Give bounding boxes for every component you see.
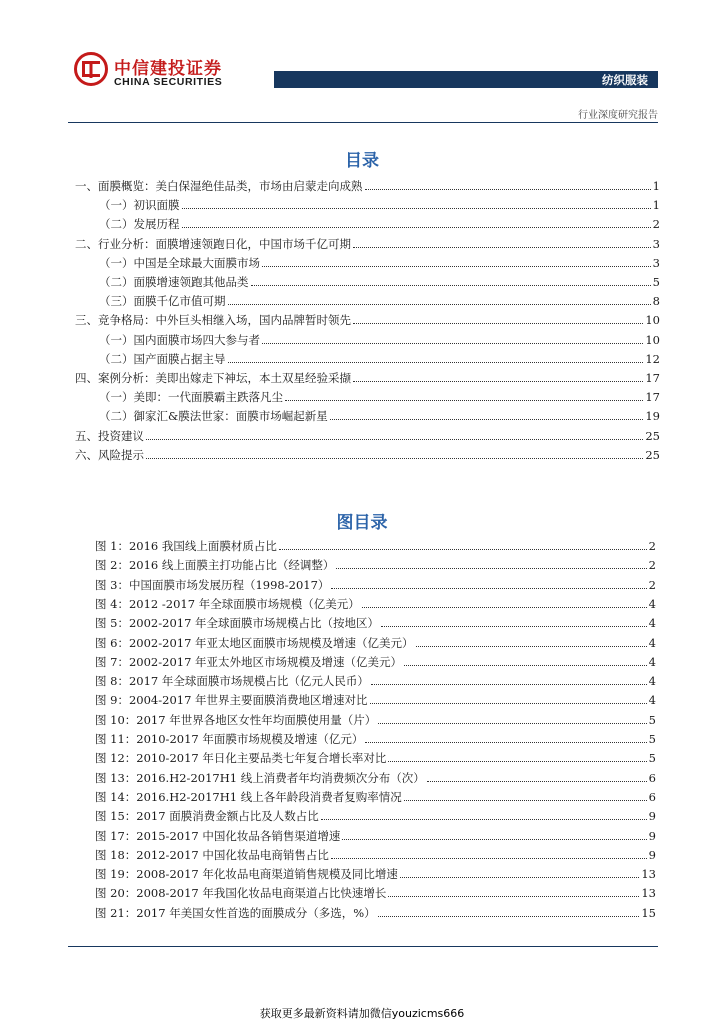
dot-leader bbox=[279, 549, 647, 550]
entry-label: 图 8：2017 年全球面膜市场规模占比（亿元人民币） bbox=[95, 674, 369, 689]
entry-page: 6 bbox=[648, 770, 656, 785]
toc-entry[interactable] bbox=[75, 443, 660, 462]
entry-page: 2 bbox=[648, 577, 656, 592]
footer-note: 获取更多最新资料请加微信youzicms666 bbox=[259, 1007, 465, 1020]
entry-label: 图 2：2016 线上面膜主打功能占比（经调整） bbox=[95, 558, 335, 573]
entry-page: 4 bbox=[648, 693, 656, 708]
dot-leader bbox=[321, 819, 647, 820]
entry-label: 图 3：中国面膜市场发展历程（1998-2017） bbox=[95, 577, 330, 592]
entry-label: 图 18：2012-2017 中国化妆品电商销售占比 bbox=[95, 847, 329, 862]
entry-label: （三）面膜千亿市值可期 bbox=[99, 294, 226, 309]
entry-page: 25 bbox=[645, 428, 660, 443]
citic-logo-icon bbox=[74, 52, 108, 86]
dot-leader bbox=[378, 916, 640, 917]
figure-entry[interactable] bbox=[95, 611, 656, 630]
dot-leader bbox=[353, 247, 651, 248]
brand-logo bbox=[74, 52, 242, 98]
entry-label: 六、风险提示 bbox=[75, 447, 144, 462]
figure-entry[interactable] bbox=[95, 824, 656, 843]
toc-entry[interactable] bbox=[99, 193, 660, 212]
dot-leader bbox=[182, 208, 651, 209]
dot-leader bbox=[400, 877, 639, 878]
entry-label: 图 1：2016 我国线上面膜材质占比 bbox=[95, 539, 277, 553]
dot-leader bbox=[146, 439, 643, 440]
brand-name-cn: 中信建投证券 bbox=[114, 59, 222, 79]
entry-label: 图 21：2017 年美国女性首选的面膜成分（多选，%） bbox=[95, 905, 376, 920]
figure-entry[interactable] bbox=[95, 746, 656, 765]
entry-page: 3 bbox=[652, 255, 660, 270]
figure-entry[interactable] bbox=[95, 804, 656, 823]
dot-leader bbox=[251, 285, 651, 286]
entry-label: （二）面膜增速领跑其他品类 bbox=[99, 275, 249, 289]
dot-leader bbox=[365, 742, 646, 743]
toc-entry[interactable] bbox=[99, 289, 660, 308]
dot-leader bbox=[285, 400, 643, 401]
entry-page: 2 bbox=[648, 558, 656, 573]
entry-label: 图 19：2008-2017 年化妆品电商渠道销售规模及同比增速 bbox=[95, 867, 398, 882]
entry-page: 1 bbox=[652, 179, 660, 193]
entry-page: 2 bbox=[648, 539, 656, 553]
dot-leader bbox=[378, 723, 646, 724]
dot-leader bbox=[416, 646, 647, 647]
entry-label: 图 7：2002-2017 年亚太外地区市场规模及增速（亿美元） bbox=[95, 654, 403, 669]
entry-page: 4 bbox=[648, 635, 656, 650]
entry-page: 19 bbox=[645, 409, 660, 424]
dot-leader bbox=[262, 343, 643, 344]
entry-label: 图 6：2002-2017 年亚太地区面膜市场规模及增速（亿美元） bbox=[95, 635, 414, 650]
entry-page: 13 bbox=[641, 867, 656, 882]
dot-leader bbox=[362, 607, 647, 608]
entry-page: 6 bbox=[648, 789, 656, 804]
dot-leader bbox=[388, 896, 639, 897]
footer-divider bbox=[68, 946, 658, 947]
figure-entry[interactable] bbox=[95, 901, 656, 920]
entry-page: 17 bbox=[645, 371, 660, 385]
entry-label: （一）国内面膜市场四大参与者 bbox=[99, 332, 260, 347]
header-bar bbox=[274, 71, 658, 88]
entry-label: 三、竞争格局：中外巨头相继入场，国内品牌暂时领先 bbox=[75, 313, 351, 328]
entry-page: 10 bbox=[645, 332, 660, 347]
entry-page: 4 bbox=[648, 596, 656, 611]
entry-page: 12 bbox=[645, 351, 660, 366]
entry-label: （二）国产面膜占据主导 bbox=[99, 351, 226, 366]
entry-label: 图 9：2004-2017 年世界主要面膜消费地区增速对比 bbox=[95, 693, 368, 708]
dot-leader bbox=[182, 227, 651, 228]
dot-leader bbox=[336, 568, 646, 569]
toc-entry[interactable] bbox=[99, 270, 660, 289]
entry-label: 图 12：2010-2017 年日化主要品类七年复合增长率对比 bbox=[95, 751, 387, 766]
toc-title: 目录 bbox=[345, 151, 379, 171]
dot-leader bbox=[146, 458, 643, 459]
entry-page: 5 bbox=[648, 712, 656, 727]
entry-label: 一、面膜概览：美白保湿绝佳品类，市场由启蒙走向成熟 bbox=[75, 179, 363, 193]
figure-entry[interactable] bbox=[95, 553, 656, 572]
dot-leader bbox=[427, 781, 647, 782]
dot-leader bbox=[331, 858, 647, 859]
entry-page: 2 bbox=[652, 217, 660, 232]
entry-label: 四、案例分析：美即出嫁走下神坛，本土双星经验采撷 bbox=[75, 371, 351, 385]
entry-page: 4 bbox=[648, 616, 656, 631]
dot-leader bbox=[353, 323, 643, 324]
entry-page: 17 bbox=[645, 390, 660, 405]
figure-entry[interactable] bbox=[95, 708, 656, 727]
entry-page: 25 bbox=[645, 447, 660, 462]
entry-label: 图 15：2017 面膜消费金额占比及人数占比 bbox=[95, 809, 319, 824]
entry-label: 图 14：2016.H2-2017H1 线上各年龄段消费者复购率情况 bbox=[95, 789, 402, 804]
dot-leader bbox=[381, 626, 647, 627]
dot-leader bbox=[404, 665, 647, 666]
figure-entry[interactable] bbox=[95, 843, 656, 862]
entry-page: 15 bbox=[641, 905, 656, 920]
dot-leader bbox=[330, 419, 644, 420]
header-divider bbox=[68, 122, 658, 123]
figure-entry[interactable] bbox=[95, 727, 656, 746]
entry-page: 8 bbox=[652, 294, 660, 309]
dot-leader bbox=[331, 588, 646, 589]
toc-entry[interactable] bbox=[75, 424, 660, 443]
figure-entry[interactable] bbox=[95, 573, 656, 592]
entry-label: （一）中国是全球最大面膜市场 bbox=[99, 255, 260, 270]
entry-label: 图 20：2008-2017 年我国化妆品电商渠道占比快速增长 bbox=[95, 886, 387, 901]
brand-name-en: CHINA SECURITIES bbox=[114, 76, 223, 88]
toc-entry[interactable] bbox=[75, 366, 660, 385]
toc-entry[interactable] bbox=[99, 404, 660, 423]
entry-page: 5 bbox=[648, 751, 656, 766]
entry-label: 图 11：2010-2017 年面膜市场规模及增速（亿元） bbox=[95, 732, 364, 746]
entry-page: 3 bbox=[652, 236, 660, 251]
entry-label: 图 17：2015-2017 中国化妆品各销售渠道增速 bbox=[95, 828, 341, 843]
entry-label: 图 5：2002-2017 年全球面膜市场规模占比（按地区） bbox=[95, 616, 380, 631]
toc-entry[interactable] bbox=[99, 385, 660, 404]
entry-page: 9 bbox=[648, 809, 656, 824]
toc-entry[interactable] bbox=[75, 174, 660, 193]
dot-leader bbox=[228, 362, 644, 363]
toc-entry[interactable] bbox=[75, 232, 660, 251]
entry-page: 5 bbox=[648, 732, 656, 746]
entry-label: （二）发展历程 bbox=[99, 217, 180, 232]
dot-leader bbox=[371, 684, 647, 685]
figure-entry[interactable] bbox=[95, 534, 656, 553]
figures-title: 图目录 bbox=[336, 513, 388, 533]
figure-entry[interactable] bbox=[95, 669, 656, 688]
figure-entry[interactable] bbox=[95, 881, 656, 900]
dot-leader bbox=[262, 266, 651, 267]
toc-entry[interactable] bbox=[75, 308, 660, 327]
figure-entry[interactable] bbox=[95, 650, 656, 669]
dot-leader bbox=[342, 839, 646, 840]
figure-entry[interactable] bbox=[95, 785, 656, 804]
dot-leader bbox=[353, 381, 643, 382]
entry-page: 9 bbox=[648, 847, 656, 862]
entry-label: （一）初识面膜 bbox=[99, 198, 180, 213]
entry-page: 13 bbox=[641, 886, 656, 901]
dot-leader bbox=[404, 800, 647, 801]
figure-entry[interactable] bbox=[95, 766, 656, 785]
entry-label: （二）御家汇&膜法世家：面膜市场崛起新星 bbox=[99, 409, 328, 424]
toc-entry[interactable] bbox=[99, 347, 660, 366]
toc-entry[interactable] bbox=[99, 251, 660, 270]
dot-leader bbox=[365, 189, 651, 190]
entry-page: 4 bbox=[648, 674, 656, 689]
figure-entry[interactable] bbox=[95, 688, 656, 707]
dot-leader bbox=[388, 761, 646, 762]
entry-page: 9 bbox=[648, 828, 656, 843]
entry-label: 图 13：2016.H2-2017H1 线上消费者年均消费频次分布（次） bbox=[95, 770, 425, 785]
header-category: 纺织服装 bbox=[602, 73, 648, 87]
figure-entry[interactable] bbox=[95, 631, 656, 650]
entry-label: 二、行业分析：面膜增速领跑日化，中国市场千亿可期 bbox=[75, 236, 351, 251]
entry-label: 图 10：2017 年世界各地区女性年均面膜使用量（片） bbox=[95, 712, 377, 727]
entry-label: （一）美即：一代面膜霸主跌落凡尘 bbox=[99, 390, 283, 405]
entry-page: 1 bbox=[652, 198, 660, 213]
entry-label: 图 4：2012 -2017 年全球面膜市场规模（亿美元） bbox=[95, 596, 360, 611]
entry-label: 五、投资建议 bbox=[75, 428, 144, 443]
toc-entry[interactable] bbox=[99, 328, 660, 347]
entry-page: 4 bbox=[648, 654, 656, 669]
figure-entry[interactable] bbox=[95, 592, 656, 611]
report-type: 行业深度研究报告 bbox=[578, 110, 658, 121]
entry-page: 10 bbox=[645, 313, 660, 328]
figure-entry[interactable] bbox=[95, 862, 656, 881]
dot-leader bbox=[228, 304, 651, 305]
entry-page: 5 bbox=[652, 275, 660, 289]
dot-leader bbox=[370, 703, 647, 704]
toc-entry[interactable] bbox=[99, 212, 660, 231]
